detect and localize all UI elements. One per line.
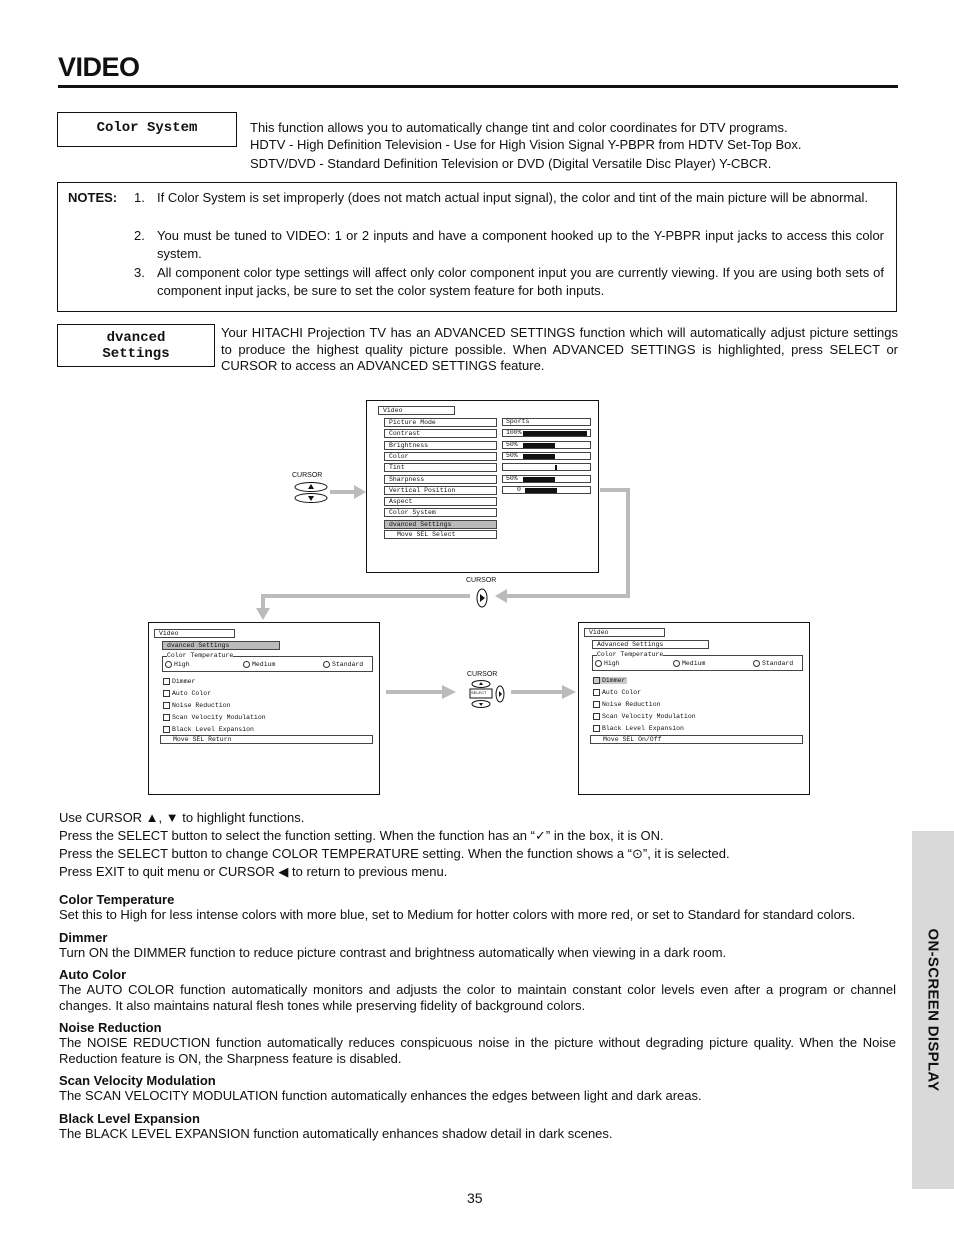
right-item-noise-reduction: Noise Reduction	[593, 699, 696, 711]
top-menu-item-label: Sharpness	[389, 475, 425, 483]
left-color-temp-box	[162, 652, 373, 672]
top-menu-item-label: Contrast	[389, 430, 421, 438]
right-menu-footer	[590, 735, 803, 744]
top-menu-title-text: Video	[383, 407, 403, 414]
left-menu-screen	[148, 622, 380, 795]
right-ct-standard: Standard	[753, 660, 793, 668]
left-menu-footer-text: Move SEL Return	[173, 736, 232, 743]
top-menu-value: Sports	[506, 418, 530, 425]
top-menu-item-label: Color	[389, 452, 409, 460]
top-menu-item-label: Brightness	[389, 441, 429, 449]
left-item-scan-velocity: Scan Velocity Modulation	[163, 712, 266, 724]
left-menu-footer	[160, 735, 373, 744]
note-number-1: 1.	[134, 190, 145, 205]
section-text: Set this to High for less intense colors with more blue, set to Medium for hotter colors with more red, or set to Standard for standard colors.	[59, 907, 856, 922]
section-heading: Black Level Expansion	[59, 1110, 200, 1126]
cursor-label-3: CURSOR	[467, 671, 498, 678]
section-text: The BLACK LEVEL EXPANSION function automatically enhances shadow detail in dark scenes.	[59, 1125, 613, 1141]
left-item-auto-color: Auto Color	[163, 688, 266, 700]
top-menu-item-label: Tint	[389, 464, 405, 472]
section-dimmer	[59, 930, 896, 961]
advanced-settings-description: Your HITACHI Projection TV has an ADVANCED SETTINGS function which will automatically adjust picture settings to produce the highest quality picture possible. When ADVANCED SETTINGS is highlighted, press SELECT or CURSOR to access an ADVANCED SETTINGS feature.	[221, 325, 898, 373]
top-menu-item	[384, 418, 497, 427]
right-item-auto-color: Auto Color	[593, 687, 696, 699]
color-system-line1: This function allows you to automatically change tint and color coordinates for DTV programs.	[250, 120, 788, 135]
right-item-black-level: Black Level Expansion	[593, 723, 696, 735]
right-menu-title-text: Video	[589, 629, 609, 636]
right-menu-screen	[578, 622, 810, 795]
page-number: 35	[467, 1190, 483, 1206]
left-menu-items	[163, 676, 266, 736]
notes-label: NOTES:	[68, 190, 118, 205]
sidebar-tab	[912, 831, 954, 1189]
top-menu-item	[384, 452, 497, 461]
top-menu-item	[384, 429, 497, 438]
section-heading: Noise Reduction	[59, 1020, 162, 1035]
section-black-level	[59, 1111, 896, 1142]
right-ct-high: High	[595, 660, 620, 668]
right-menu-items	[593, 675, 696, 735]
top-menu-value-fill	[523, 431, 587, 436]
section-text: Turn ON the DIMMER function to reduce picture contrast and brightness automatically when viewing in a dark room.	[59, 944, 727, 960]
title-rule	[58, 85, 898, 88]
section-text: The NOISE REDUCTION function automatically reduces conspicuous noise in the picture without degrading picture quality. When the Noise Reduction feature is ON, the Sharpness feature is disabled.	[59, 1035, 896, 1066]
color-system-line3: SDTV/DVD - Standard Definition Television or DVD (Digital Versatile Disc Player) Y-CBCR.	[250, 156, 772, 171]
left-item-noise-reduction: Noise Reduction	[163, 700, 266, 712]
note-number-2: 2.	[134, 228, 145, 243]
right-ct-medium: Medium	[673, 660, 705, 668]
top-menu-value: 50%	[506, 440, 518, 448]
color-system-label: Color System	[57, 112, 237, 147]
top-menu-item-label: Vertical Position	[389, 486, 456, 494]
notes-box	[57, 182, 897, 312]
section-noise-reduction	[59, 1020, 896, 1066]
left-ct-medium: Medium	[243, 661, 275, 669]
top-menu-value: 100%	[506, 429, 522, 437]
top-menu-title	[378, 406, 455, 415]
section-scan-velocity	[59, 1073, 896, 1104]
top-menu-value-marker	[555, 465, 557, 470]
top-menu-value: 50%	[506, 451, 518, 459]
cursor-right-icon	[472, 587, 492, 609]
top-menu-value-bar	[502, 475, 591, 483]
arrow-right-icon-2	[386, 685, 456, 699]
instruction-2: Press the SELECT button to select the function setting. When the function has an “✓” in the box, it is ON.	[59, 828, 664, 843]
section-heading: Auto Color	[59, 967, 127, 982]
right-menu-footer-text: Move SEL On/Off	[603, 736, 662, 743]
top-menu-value-fill	[523, 477, 555, 482]
top-menu-value-bar	[502, 429, 591, 437]
right-menu-title	[584, 628, 665, 637]
connector-arrows	[255, 485, 635, 623]
left-menu-subtitle-text: dvanced Settings	[167, 642, 230, 649]
left-ct-high: High	[165, 661, 190, 669]
advanced-label-line1: dvanced	[106, 330, 166, 346]
sidebar-label: ON-SCREEN DISPLAY	[924, 928, 942, 1092]
feature-sections	[59, 892, 896, 1141]
top-menu-item	[384, 463, 497, 472]
instruction-3: Press the SELECT button to change COLOR TEMPERATURE setting. When the function shows a “⊙”, it is selected.	[59, 846, 730, 861]
instructions	[59, 809, 730, 881]
note-text-3: All component color type settings will affect only color component input you are currently viewing. If you are using both sets of component input jacks, be sure to set the color system feature for both inputs.	[157, 265, 884, 298]
page-title: VIDEO	[58, 52, 140, 82]
color-system-line2: HDTV - High Definition Television - Use for High Vision Signal Y-PBPR from HDTV Set-Top Box.	[250, 136, 802, 152]
left-menu-subtitle	[162, 641, 280, 650]
section-heading: Scan Velocity Modulation	[59, 1073, 216, 1088]
advanced-settings-label	[57, 324, 215, 367]
right-color-temp-box	[592, 651, 803, 671]
left-menu-title-text: Video	[159, 630, 179, 637]
left-ct-standard: Standard	[323, 661, 363, 669]
section-color-temperature	[59, 892, 896, 923]
cursor-label-1: CURSOR	[292, 472, 323, 479]
top-menu-value: 50%	[506, 474, 518, 482]
top-menu-footer-text: Move SEL Select	[397, 531, 456, 538]
top-menu-value-fill	[523, 443, 555, 448]
right-item-scan-velocity: Scan Velocity Modulation	[593, 711, 696, 723]
instruction-1: Use CURSOR ▲, ▼ to highlight functions.	[59, 810, 305, 825]
top-menu-item-label: Aspect	[389, 498, 413, 506]
top-menu-item-label: dvanced Settings	[389, 520, 452, 528]
section-text: The AUTO COLOR function automatically monitors and adjusts the color to maintain constant color levels even after a program or channel changes. It also maintains natural flesh tones while preserving fidelity of background colors.	[59, 982, 896, 1013]
cursor-label-2: CURSOR	[466, 577, 497, 584]
note-number-3: 3.	[134, 265, 145, 280]
top-menu-item-label: Picture Mode	[389, 419, 436, 426]
top-menu-value: 0	[517, 485, 521, 493]
select-button-label: SELECT	[471, 690, 487, 695]
top-menu-item	[384, 441, 497, 450]
section-text: The SCAN VELOCITY MODULATION function automatically enhances the edges between light and dark areas.	[59, 1088, 702, 1103]
right-color-temp-label: Color Temperature	[597, 651, 664, 658]
top-menu-item	[384, 475, 497, 484]
left-item-black-level: Black Level Expansion	[163, 724, 266, 736]
right-menu-subtitle	[592, 640, 709, 649]
arrow-right-icon-3	[511, 685, 576, 699]
note-text-2: You must be tuned to VIDEO: 1 or 2 inputs and have a component hooked up to the Y-PBPR input jacks to access this color system.	[157, 228, 884, 261]
right-item-dimmer: Dimmer	[593, 675, 696, 687]
right-menu-subtitle-text: Advanced Settings	[597, 641, 664, 648]
left-item-dimmer: Dimmer	[163, 676, 266, 688]
left-color-temp-label: Color Temperature	[167, 652, 234, 659]
section-heading: Color Temperature	[59, 892, 175, 907]
top-menu-value-bar	[502, 441, 591, 449]
color-system-description	[250, 120, 900, 173]
advanced-label-line2: Settings	[102, 346, 170, 362]
section-auto-color	[59, 967, 896, 1013]
left-menu-title	[154, 629, 235, 638]
instruction-4: Press EXIT to quit menu or CURSOR ◀ to return to previous menu.	[59, 864, 448, 879]
note-text-1: If Color System is set improperly (does not match actual input signal), the color and tint of the main picture will be abnormal.	[157, 190, 868, 205]
top-menu-value-bar	[502, 418, 591, 426]
top-menu-value-bar	[502, 463, 591, 471]
section-heading: Dimmer	[59, 929, 108, 945]
top-menu-value-fill	[523, 454, 555, 459]
top-menu-item-label: Color System	[389, 509, 436, 517]
top-menu-value-bar	[502, 452, 591, 460]
